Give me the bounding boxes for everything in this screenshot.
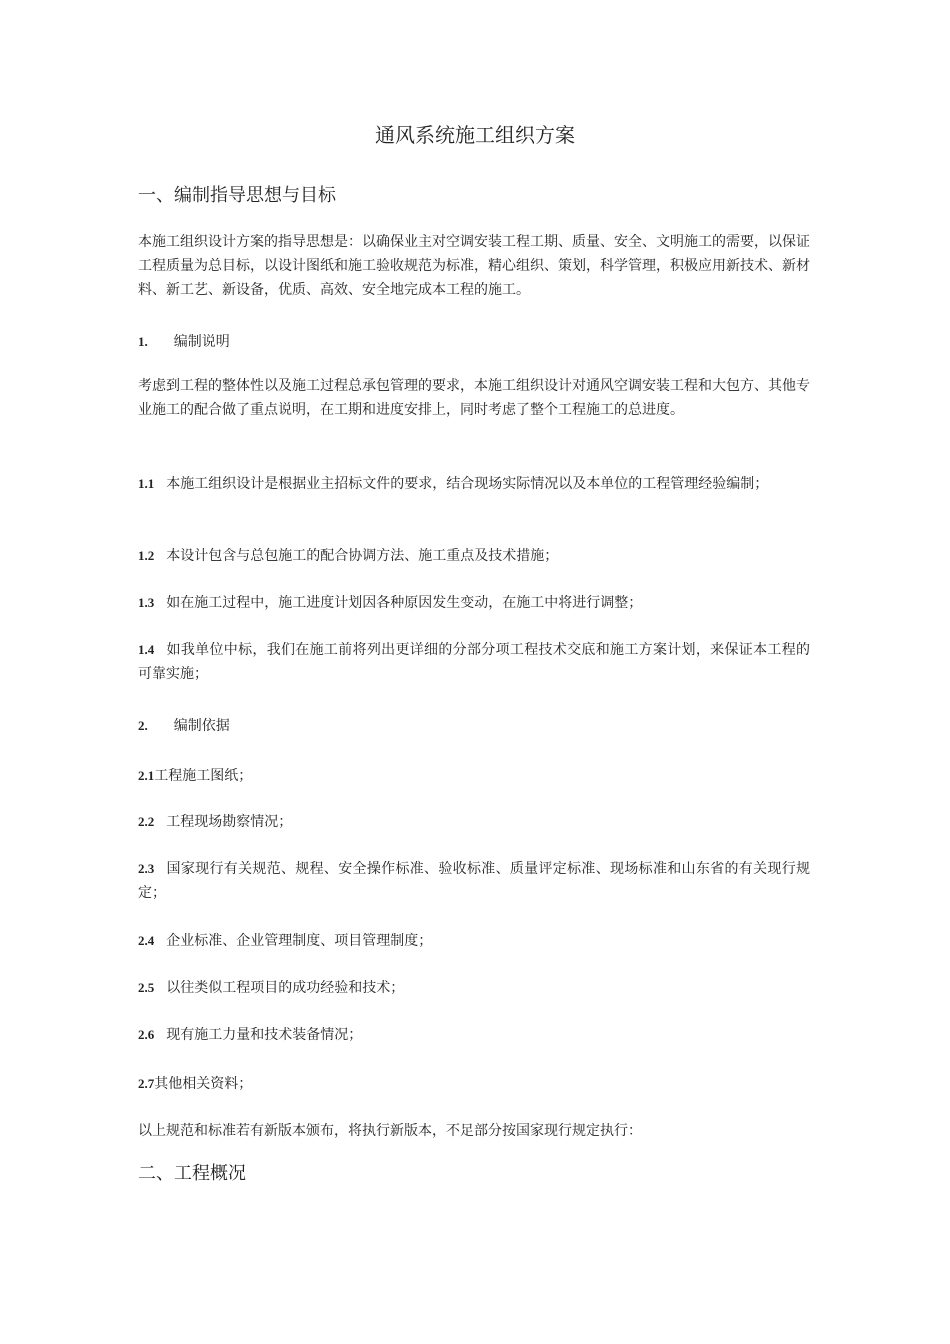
list-item	[138, 764, 810, 788]
item-number: 1.1	[138, 476, 155, 491]
item-text: 工程施工图纸；	[154, 768, 253, 784]
item-text: 企业标准、企业管理制度、项目管理制度；	[166, 933, 433, 949]
section-heading-2: 二、工程概况	[138, 1163, 246, 1184]
section1-intro-paragraph: 本施工组织设计方案的指导思想是：以确保业主对空调安装工程工期、质量、安全、文明施工的需要，以保证工程质量为总目标，以设计图纸和施工验收规范为标准，精心组织、策划，科学管理，积极应用新技术、新材料、新工艺、新设备，优质、高效、安全地完成本工程的施工。	[138, 234, 810, 298]
list-item	[138, 857, 810, 905]
subsection-title: 编制说明	[173, 334, 230, 350]
item-number: 2.7	[138, 1076, 155, 1091]
subsection-heading-2	[138, 714, 810, 738]
item-text: 其他相关资料；	[154, 1076, 253, 1092]
list-item	[138, 929, 810, 953]
item-text: 如在施工过程中，施工进度计划因各种原因发生变动，在施工中将进行调整；	[166, 595, 643, 611]
subsection-title: 编制依据	[173, 718, 230, 734]
subsection-number: 2.	[138, 718, 148, 733]
list-item	[138, 1072, 810, 1096]
item-number: 2.1	[138, 768, 155, 783]
item-text: 现有施工力量和技术装备情况；	[166, 1027, 363, 1043]
item-text: 本施工组织设计是根据业主招标文件的要求，结合现场实际情况以及本单位的工程管理经验编制；	[166, 476, 769, 492]
closing-paragraph: 以上规范和标准若有新版本颁布，将执行新版本，不足部分按国家现行规定执行：	[138, 1123, 642, 1139]
item-number: 1.4	[138, 642, 155, 657]
item-text: 以往类似工程项目的成功经验和技术；	[166, 980, 405, 996]
item-number: 1.2	[138, 548, 155, 563]
subsection-heading-1	[138, 330, 810, 354]
list-item	[138, 638, 810, 686]
list-item	[138, 1023, 810, 1047]
list-item	[138, 472, 810, 496]
list-item	[138, 544, 810, 568]
section-heading-1: 一、编制指导思想与目标	[138, 185, 336, 206]
list-item	[138, 976, 810, 1000]
item-number: 2.2	[138, 814, 155, 829]
subsection-number: 1.	[138, 334, 148, 349]
item-text: 工程现场勘察情况；	[166, 814, 293, 830]
item-text: 本设计包含与总包施工的配合协调方法、施工重点及技术措施；	[166, 548, 559, 564]
item-text: 国家现行有关规范、规程、安全操作标准、验收标准、质量评定标准、现场标准和山东省的有关现行规定；	[138, 861, 810, 901]
item-number: 2.4	[138, 933, 155, 948]
sub1-body-paragraph: 考虑到工程的整体性以及施工过程总承包管理的要求，本施工组织设计对通风空调安装工程和大包方、其他专业施工的配合做了重点说明，在工期和进度安排上，同时考虑了整个工程施工的总进度。	[138, 378, 810, 418]
item-number: 2.3	[138, 861, 155, 876]
list-item	[138, 591, 810, 615]
item-number: 1.3	[138, 595, 155, 610]
item-text: 如我单位中标，我们在施工前将列出更详细的分部分项工程技术交底和施工方案计划，来保证本工程的可靠实施；	[138, 642, 810, 682]
document-title: 通风系统施工组织方案	[375, 123, 575, 147]
list-item	[138, 810, 810, 834]
item-number: 2.6	[138, 1027, 155, 1042]
item-number: 2.5	[138, 980, 155, 995]
